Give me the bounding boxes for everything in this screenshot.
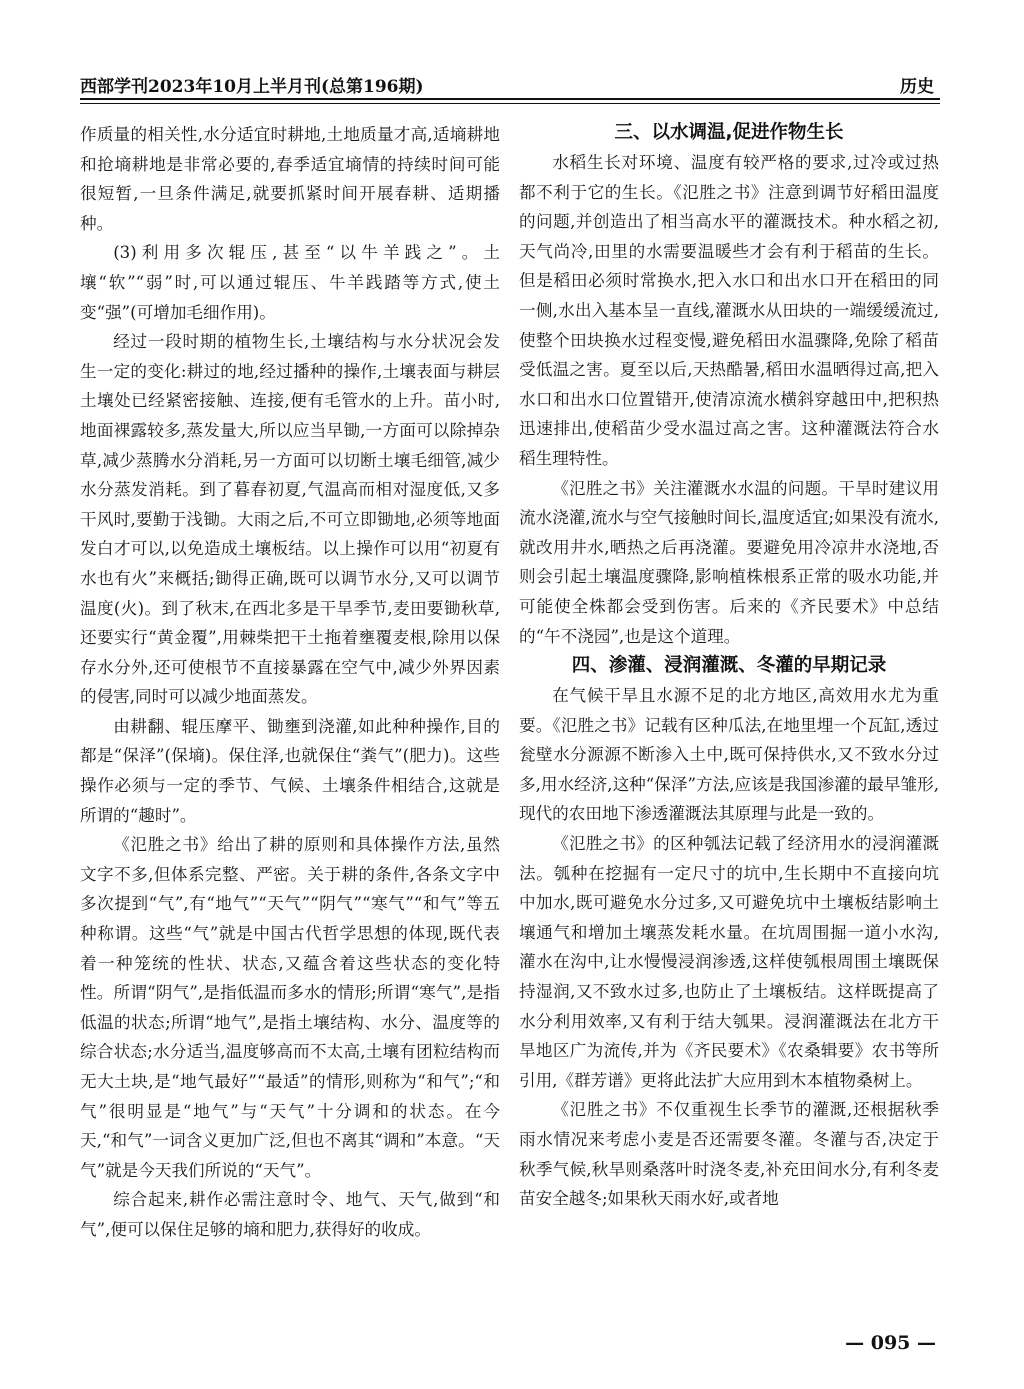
section-heading-4: 四、渗灌、浸润灌溉、冬灌的早期记录: [571, 655, 887, 677]
paragraph: 《氾胜之书》不仅重视生长季节的灌溉,还根据秋季雨水情况来考虑小麦是否还需要冬灌。冬灌与否,决定于秋季气候,秋旱则桑落叶时浇冬麦,补充田间水分,有利冬麦苗安全越冬;如果秋天雨水好,或者地: [519, 1100, 939, 1209]
paragraph: 在气候干旱且水源不足的北方地区,高效用水尤为重要。《氾胜之书》记载有区种瓜法,在地里埋一个瓦缸,透过瓮壁水分源源不断渗入土中,既可保持供水,又不致水分过多,用水经济,这种“保泽”方法,应该是我国渗灌的最早雏形,现代的农田地下渗透灌溉法其原理与此是一致的。: [519, 686, 939, 824]
running-header: [80, 68, 940, 100]
section-label: 历史: [900, 77, 934, 97]
paragraph: 水稻生长对环境、温度有较严格的要求,过冷或过热都不利于它的生长。《氾胜之书》注意到调节好稻田温度的问题,并创造出了相当高水平的灌溉技术。种水稻之初,天气尚冷,田里的水需要温暖些才会有利于稻苗的生长。但是稻田必须时常换水,把入水口和出水口开在稻田的同一侧,水出入基本呈一直线,灌溉水从田块的一端缓缓流过,使整个田块换水过程变慢,避免稻田水温骤降,免除了稻苗受低温之害。夏至以后,天热酷暑,稻田水温晒得过高,把入水口和出水口位置错开,使清凉流水横斜穿越田中,把积热迅速排出,使稻苗少受水温过高之害。这种灌溉法符合水稻生理特性。: [519, 153, 939, 468]
paragraph: 由耕翻、辊压摩平、锄壅到浇灌,如此种种操作,目的都是“保泽”(保墒)。保住泽,也就保住“粪气”(肥力)。这些操作必须与一定的季节、气候、土壤条件相结合,这就是所谓的“趣时”。: [80, 716, 500, 825]
paragraph: 作质量的相关性,水分适宜时耕地,土地质量才高,适墒耕地和抢墒耕地是非常必要的,春季适宜墒情的持续时间可能很短暂,一旦条件满足,就要抓紧时间开展春耕、适期播种。: [80, 125, 500, 233]
section-heading-3: 三、以水调温,促进作物生长: [614, 122, 844, 143]
left-column: [80, 120, 500, 1245]
paragraph: 《氾胜之书》给出了耕的原则和具体操作方法,虽然文字不多,但体系完整、严密。关于耕的条件,各条文字中多次提到“气”,有“地气”“天气”“阴气”“寒气”“和气”等五种称谓。这些“气”就是中国古代哲学思想的体现,既代表着一种笼统的性状、状态,又蕴含着这些状态的变化特性。所谓“阴气”,是指低温而多水的情形;所谓“寒气”,是指低温的状态;所谓“地气”,是指土壤结构、水分、温度等的综合状态;水分适当,温度够高而不太高,土壤有团粒结构而无大土块,是“地气最好”“最适”的情形,则称为“和气”;“和气”很明显是“地气”与“天气”十分调和的状态。在今天,“和气”一词含义更加广泛,但也不离其“调和”本意。“天气”就是今天我们所说的“天气”。: [80, 835, 500, 1180]
paragraph: 《氾胜之书》的区种瓠法记载了经济用水的浸润灌溉法。瓠种在挖掘有一定尺寸的坑中,生长期中不直接向坑中加水,既可避免水分过多,又可避免坑中土壤板结影响土壤通气和增加土壤蒸发耗水量。在坑周围掘一道小水沟,灌水在沟中,让水慢慢浸润渗透,这样使瓠根周围土壤既保持湿润,又不致水过多,也防止了土壤板结。这样既提高了水分利用效率,又有利于结大瓠果。浸润灌溉法在北方干旱地区广为流传,并为《齐民要术》《农桑辑要》农书等所引用,《群芳谱》更将此法扩大应用到木本植物桑树上。: [519, 834, 939, 1090]
page-number: — 095 —: [845, 1332, 936, 1354]
paragraph: (3)利用多次辊压,甚至“以牛羊践之”。土壤“软”“弱”时,可以通过辊压、牛羊践踏等方式,使土变“强”(可增加毛细作用)。: [80, 243, 500, 322]
paragraph: 综合起来,耕作必需注意时令、地气、天气,做到“和气”,便可以保住足够的墒和肥力,获得好的收成。: [80, 1190, 500, 1239]
header-rule: [80, 103, 940, 104]
paragraph: 《氾胜之书》关注灌溉水水温的问题。干旱时建议用流水浇灌,流水与空气接触时间长,温度适宜;如果没有流水,就改用井水,晒热之后再浇灌。要避免用冷凉井水浇地,否则会引起土壤温度骤降,影响植株根系正常的吸水功能,并可能使全株都会受到伤害。后来的《齐民要术》中总结的“午不浇园”,也是这个道理。: [519, 478, 939, 646]
right-column: [519, 118, 939, 1214]
paragraph: 经过一段时期的植物生长,土壤结构与水分状况会发生一定的变化:耕过的地,经过播种的操作,土壤表面与耕层土壤处已经紧密接触、连接,便有毛管水的上升。苗小时,地面裸露较多,蒸发量大,所以应当早锄,一方面可以除掉杂草,减少蒸腾水分消耗,另一方面可以切断土壤毛细管,减少水分蒸发消耗。到了暮春初夏,气温高而相对湿度低,又多干风时,要勤于浅锄。大雨之后,不可立即锄地,必须等地面发白才可以,以免造成土壤板结。以上操作可以用“初夏有水也有火”来概括;锄得正确,既可以调节水分,又可以调节温度(火)。到了秋末,在西北多是干旱季节,麦田要锄秋草,还要实行“黄金覆”,用棘柴把干土拖着壅覆麦根,除用以保存水分外,还可使根节不直接暴露在空气中,减少外界因素的侵害,同时可以减少地面蒸发。: [80, 332, 500, 707]
journal-title: 西部学刊2023年10月上半月刊(总第196期): [80, 77, 424, 97]
